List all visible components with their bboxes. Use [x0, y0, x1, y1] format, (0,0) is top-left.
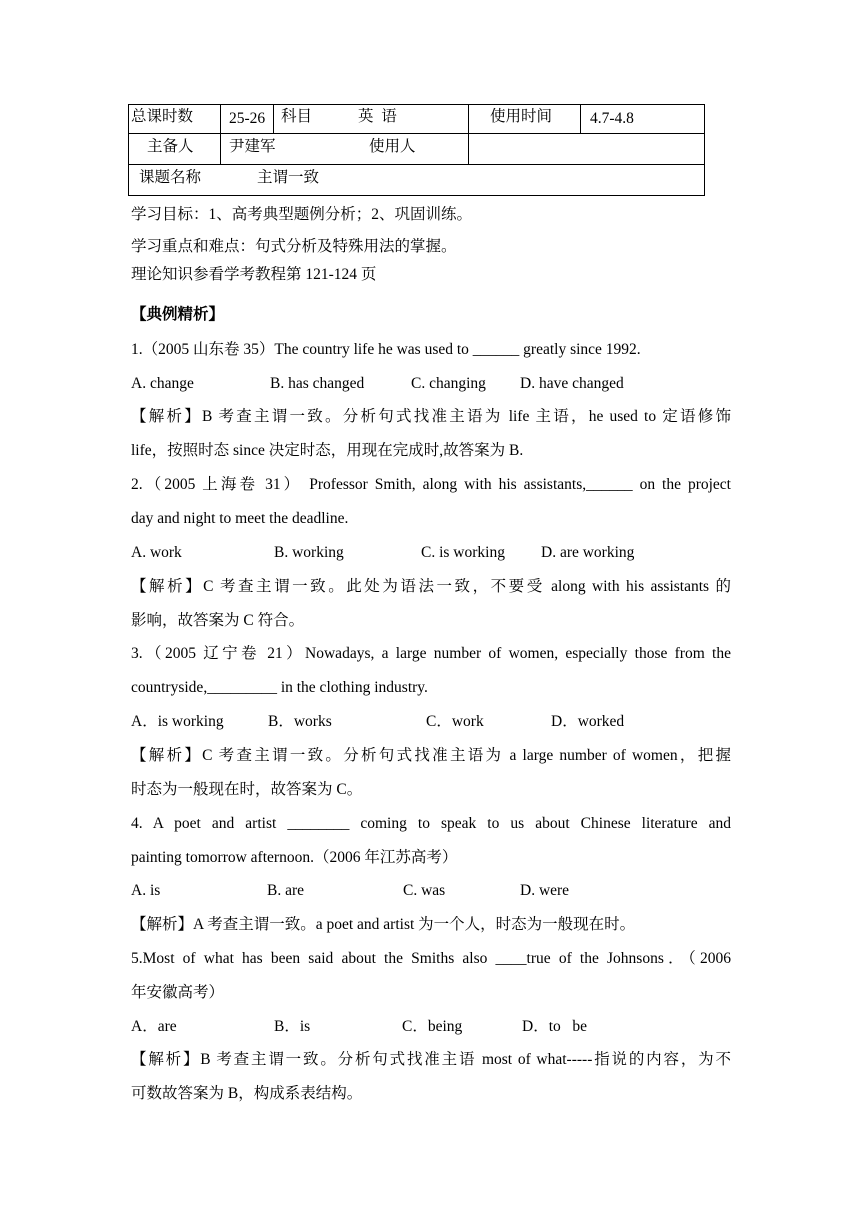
option-c: C. is working — [421, 544, 505, 561]
option-a: A. work — [131, 544, 182, 561]
question-1-analysis: life，按照时态 since 决定时态，用现在完成时,故答案为 B. — [131, 442, 524, 459]
option-c: C. changing — [411, 375, 486, 392]
question-2-stem: 2.（2005 上海卷 31） Professor Smith, along with his assistants,______ on the project — [131, 476, 731, 493]
table-border-left — [128, 104, 129, 196]
question-2-analysis: 【解析】C 考查主谓一致。此处为语法一致，不要受 along with his assistants 的 — [131, 578, 731, 595]
question-2-stem: day and night to meet the deadline. — [131, 510, 349, 527]
value-hours: 25-26 — [229, 110, 266, 127]
question-1-stem: 1.（2005 山东卷 35）The country life he was used to ______ greatly since 1992. — [131, 341, 641, 358]
label-preparer: 主备人 — [147, 138, 194, 155]
question-4-analysis: 【解析】A 考查主谓一致。a poet and artist 为一个人，时态为一般现在时。 — [131, 916, 636, 933]
question-4-stem: 4. A poet and artist ________ coming to speak to us about Chinese literature and — [131, 815, 731, 832]
option-d: D．to be — [522, 1018, 588, 1035]
question-3-stem: countryside,_________ in the clothing industry. — [131, 679, 428, 696]
question-3-analysis: 时态为一般现在时，故答案为 C。 — [131, 781, 363, 798]
option-d: D. have changed — [520, 375, 624, 392]
label-user: 使用人 — [369, 138, 416, 155]
label-use-time: 使用时间 — [490, 108, 553, 125]
table-border-bottom — [128, 195, 705, 196]
option-a: A. is — [131, 882, 161, 899]
option-b: B. working — [274, 544, 344, 561]
table-col-divider — [468, 104, 469, 164]
table-border-top — [128, 104, 705, 105]
label-topic: 课题名称 — [139, 169, 202, 186]
question-2-analysis: 影响，故答案为 C 符合。 — [131, 612, 305, 629]
value-use-time: 4.7-4.8 — [590, 110, 634, 127]
table-border-right — [704, 104, 705, 196]
reference-note: 理论知识参看学考教程第 121-124 页 — [131, 266, 377, 283]
question-3-analysis: 【解析】C 考查主谓一致。分析句式找准主语为 a large number of women，把握 — [131, 747, 731, 764]
option-c: C．work — [426, 713, 484, 730]
question-5-analysis: 可数故答案为 B，构成系表结构。 — [131, 1085, 363, 1102]
question-3-stem: 3.（2005 辽宁卷 21）Nowadays, a large number of women, especially those from the — [131, 645, 731, 662]
question-5-analysis: 【解析】B 考查主谓一致。分析句式找准主语 most of what-----指说的内容，为不 — [131, 1051, 731, 1068]
question-5-stem: 5.Most of what has been said about the Smiths also ____true of the Johnsons．（2006 — [131, 950, 731, 967]
option-d: D. were — [520, 882, 570, 899]
label-subject: 科目 — [281, 108, 313, 125]
option-a: A．are — [131, 1018, 177, 1035]
table-col-divider — [220, 104, 221, 164]
option-c: C．being — [402, 1018, 463, 1035]
option-b: B．works — [268, 713, 332, 730]
question-5-stem: 年安徽高考） — [131, 984, 225, 1001]
table-row-divider — [128, 164, 705, 165]
option-b: B. are — [267, 882, 305, 899]
section-title: 【典例精析】 — [131, 306, 225, 323]
option-c: C. was — [403, 882, 446, 899]
learning-goal: 学习目标：1、高考典型题例分析；2、巩固训练。 — [131, 206, 473, 223]
option-a: A. change — [131, 375, 194, 392]
question-1-analysis: 【解析】B 考查主谓一致。分析句式找准主语为 life 主语，he used to 定语修饰 — [131, 408, 731, 425]
option-b: B. has changed — [270, 375, 365, 392]
value-preparer: 尹建军 — [229, 138, 276, 155]
value-subject: 英 语 — [358, 108, 397, 125]
option-d: D. are working — [541, 544, 635, 561]
question-4-stem: painting tomorrow afternoon.（2006 年江苏高考） — [131, 849, 458, 866]
table-col-divider — [580, 104, 581, 134]
table-row-divider — [128, 133, 705, 134]
learning-focus: 学习重点和难点：句式分析及特殊用法的掌握。 — [131, 238, 457, 255]
table-col-divider — [273, 104, 274, 134]
option-d: D．worked — [551, 713, 625, 730]
label-total-hours: 总课时数 — [131, 108, 194, 125]
option-a: A．is working — [131, 713, 224, 730]
option-b: B．is — [274, 1018, 311, 1035]
value-topic: 主谓一致 — [257, 169, 320, 186]
